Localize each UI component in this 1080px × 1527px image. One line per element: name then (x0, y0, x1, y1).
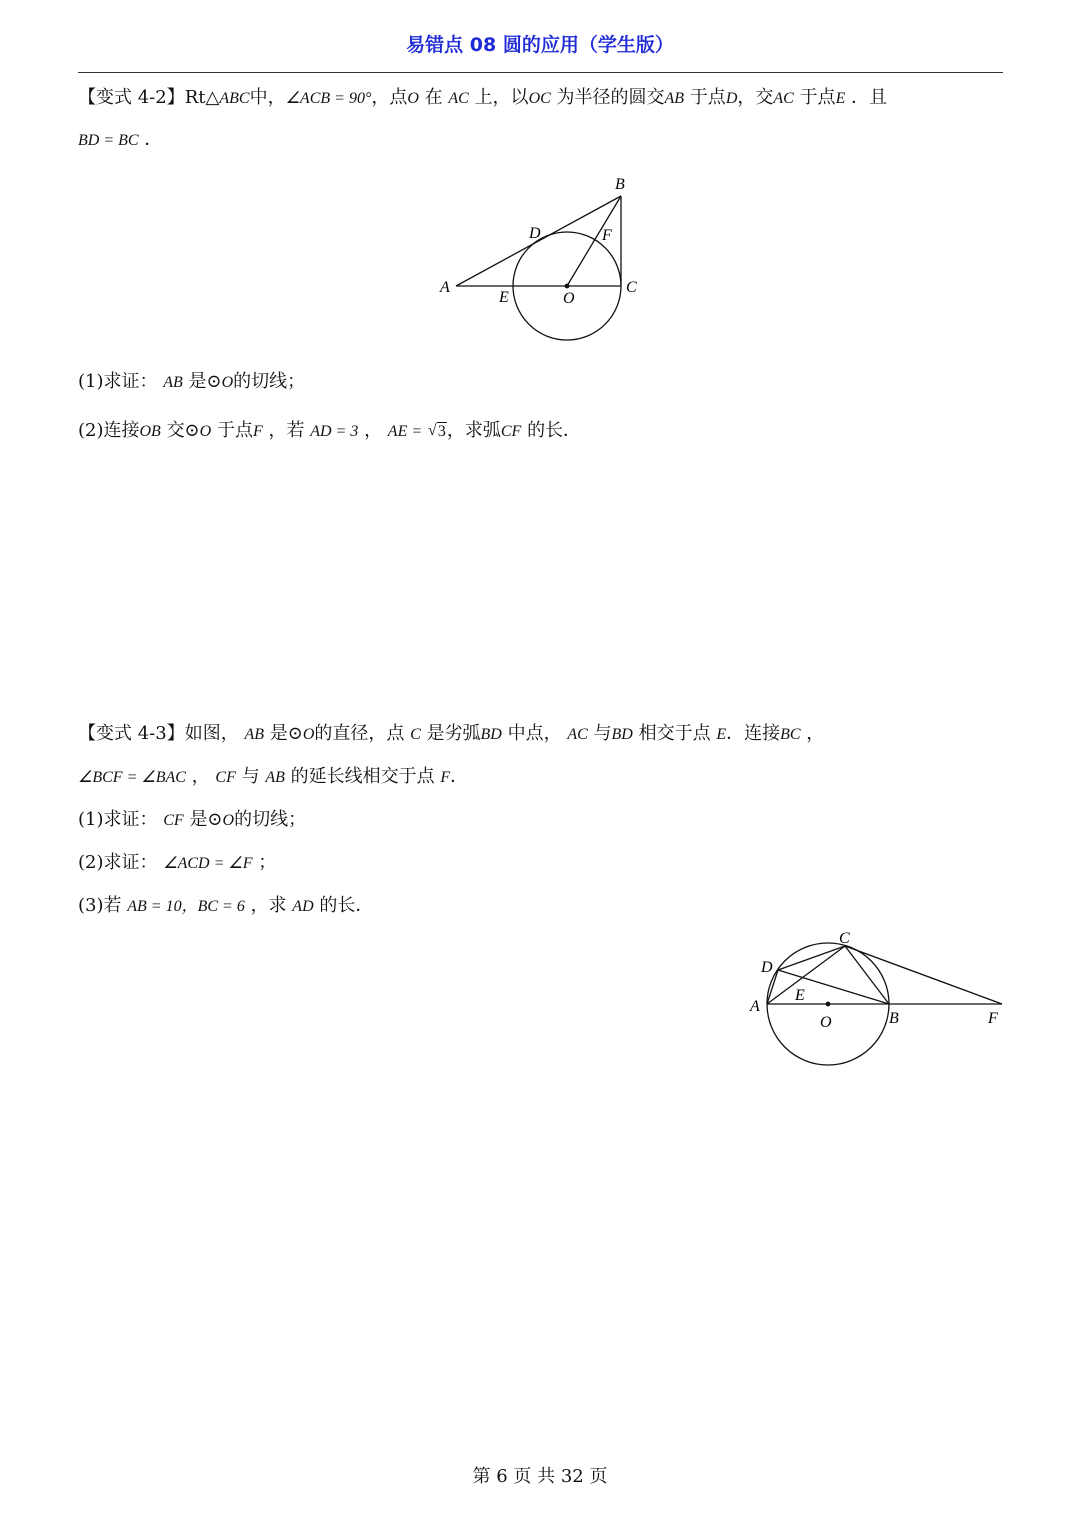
problem-4-3-question-2: (2)求证： ∠ACD = ∠F ； (78, 852, 277, 873)
fig1-label-A: A (440, 279, 450, 296)
fig2-label-O: O (820, 1014, 832, 1031)
fig2-label-B: B (889, 1010, 899, 1027)
problem-4-2-question-2: (2)连接OB 交⊙O 于点F ，若 AD = 3 ， AE = √ 3，求弧CF 的长． (78, 419, 581, 444)
fig1-label-E: E (499, 289, 509, 306)
problem-4-3-question-3: (3)若 AB = 10，BC = 6 ，求 AD 的长． (78, 895, 374, 916)
fig2-center-dot (826, 1002, 831, 1007)
fig1-label-D: D (529, 225, 541, 242)
fig2-label-E: E (795, 987, 805, 1004)
problem-4-2-line-2: BD = BC ． (78, 129, 163, 150)
page-header-title: 易错点 08 圆的应用（学生版） (406, 34, 674, 56)
problem-4-3-question-1: (1)求证： CF 是⊙O的切线； (78, 809, 307, 830)
fig2-label-C: C (839, 930, 850, 947)
fig2-label-D: D (761, 959, 773, 976)
problem-tag: 【变式 4-3】 (78, 723, 185, 744)
fig1-label-F: F (602, 227, 612, 244)
fig2-line-AC (767, 946, 845, 1004)
problem-4-3-line-1: 【变式 4-3】如图， AB 是⊙O的直径，点 C 是劣弧BD 中点， AC 与BD 相交于点 E．连接BC ， (78, 723, 825, 744)
fig1-label-C: C (626, 279, 637, 296)
problem-4-3-line-2: ∠BCF = ∠BAC ， CF 与 AB 的延长线相交于点 F． (78, 766, 469, 787)
fig1-label-B: B (615, 176, 625, 193)
fig2-label-F: F (988, 1010, 998, 1027)
fig1-label-O: O (563, 290, 575, 307)
fig2-label-A: A (750, 998, 760, 1015)
problem-tag: 【变式 4-2】 (78, 87, 185, 108)
sqrt-3: √ 3 (428, 420, 447, 444)
fig2-line-CF (845, 946, 1002, 1004)
problem-4-2-line-1: 【变式 4-2】Rt△ABC中，∠ACB = 90°，点O 在 AC 上，以OC 为半径的圆交AB 于点D，交AC 于点E ．且 (78, 87, 888, 108)
problem-4-2-question-1: (1)求证： AB 是⊙O的切线； (78, 371, 306, 392)
page-footer: 第 6 页 共 32 页 (472, 1466, 608, 1487)
